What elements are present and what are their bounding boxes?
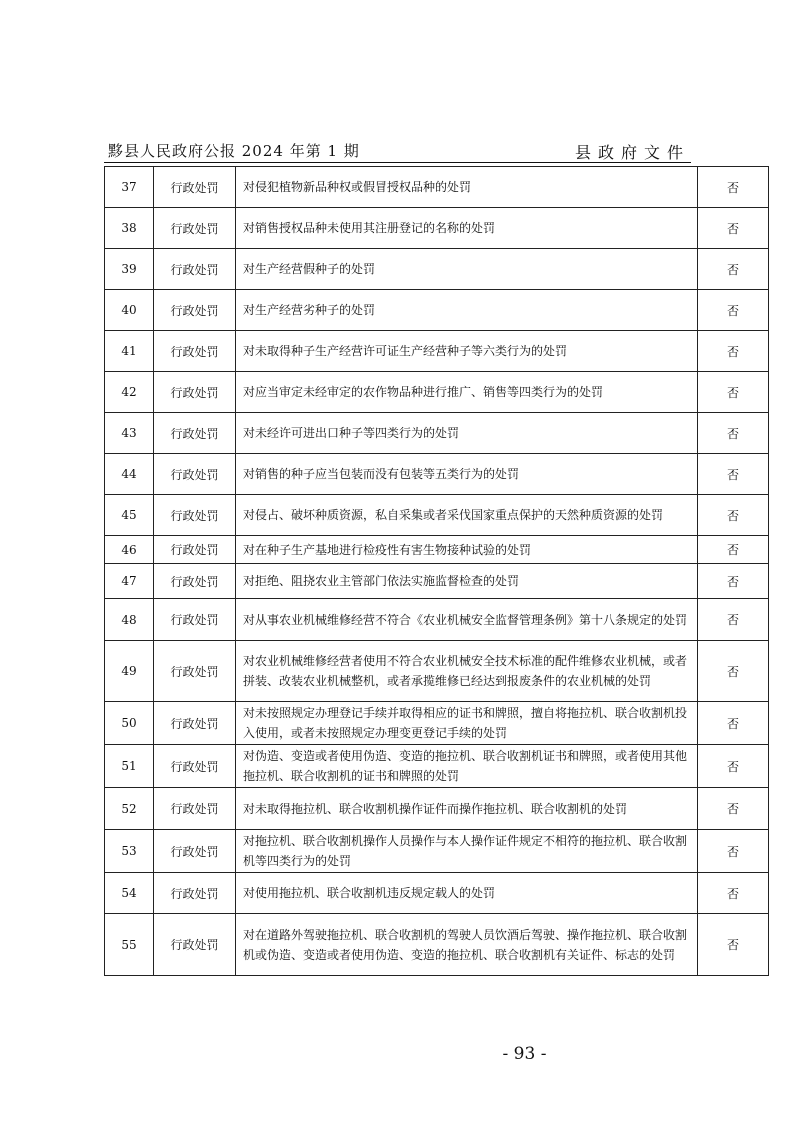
row-number: 42 (105, 372, 154, 413)
item-type: 行政处罚 (154, 208, 236, 249)
item-name: 对应当审定未经审定的农作物品种进行推广、销售等四类行为的处罚 (236, 372, 698, 413)
table-row (105, 413, 769, 454)
row-number: 48 (105, 599, 154, 641)
table-row (105, 536, 769, 564)
row-number: 38 (105, 208, 154, 249)
item-type: 行政处罚 (154, 914, 236, 976)
row-number: 43 (105, 413, 154, 454)
item-flag: 否 (698, 641, 769, 702)
item-type: 行政处罚 (154, 331, 236, 372)
row-number: 46 (105, 536, 154, 564)
row-number: 53 (105, 830, 154, 873)
row-number: 37 (105, 167, 154, 208)
item-flag: 否 (698, 914, 769, 976)
item-flag: 否 (698, 290, 769, 331)
item-type: 行政处罚 (154, 167, 236, 208)
item-name: 对侵犯植物新品种权或假冒授权品种的处罚 (236, 167, 698, 208)
table-row (105, 372, 769, 413)
item-flag: 否 (698, 536, 769, 564)
item-name: 对未取得拖拉机、联合收割机操作证件而操作拖拉机、联合收割机的处罚 (236, 788, 698, 830)
table-row (105, 564, 769, 599)
item-type: 行政处罚 (154, 873, 236, 914)
item-name: 对生产经营假种子的处罚 (236, 249, 698, 290)
item-name: 对在种子生产基地进行检疫性有害生物接种试验的处罚 (236, 536, 698, 564)
table-row (105, 454, 769, 495)
row-number: 51 (105, 745, 154, 788)
table-row (105, 745, 769, 788)
power-list-table (104, 166, 769, 976)
item-name: 对侵占、破坏种质资源，私自采集或者采伐国家重点保护的天然种质资源的处罚 (236, 495, 698, 536)
item-name: 对生产经营劣种子的处罚 (236, 290, 698, 331)
item-flag: 否 (698, 454, 769, 495)
item-flag: 否 (698, 495, 769, 536)
table-row (105, 788, 769, 830)
item-name: 对使用拖拉机、联合收割机违反规定载人的处罚 (236, 873, 698, 914)
item-flag: 否 (698, 167, 769, 208)
item-type: 行政处罚 (154, 290, 236, 331)
item-name: 对销售授权品种未使用其注册登记的名称的处罚 (236, 208, 698, 249)
page-number: - 93 - (502, 1044, 547, 1064)
item-name: 对未取得种子生产经营许可证生产经营种子等六类行为的处罚 (236, 331, 698, 372)
item-name: 对未经许可进出口种子等四类行为的处罚 (236, 413, 698, 454)
item-name: 对拒绝、阻挠农业主管部门依法实施监督检查的处罚 (236, 564, 698, 599)
item-flag: 否 (698, 788, 769, 830)
row-number: 44 (105, 454, 154, 495)
table-row (105, 167, 769, 208)
item-flag: 否 (698, 564, 769, 599)
table-row (105, 599, 769, 641)
item-flag: 否 (698, 331, 769, 372)
item-name: 对从事农业机械维修经营不符合《农业机械安全监督管理条例》第十八条规定的处罚 (236, 599, 698, 641)
item-type: 行政处罚 (154, 413, 236, 454)
item-flag: 否 (698, 745, 769, 788)
table-row (105, 249, 769, 290)
row-number: 40 (105, 290, 154, 331)
item-type: 行政处罚 (154, 372, 236, 413)
item-type: 行政处罚 (154, 495, 236, 536)
item-name: 对伪造、变造或者使用伪造、变造的拖拉机、联合收割机证书和牌照，或者使用其他拖拉机、联合收割机的证书和牌照的处罚 (236, 745, 698, 788)
row-number: 41 (105, 331, 154, 372)
item-type: 行政处罚 (154, 788, 236, 830)
item-name: 对在道路外驾驶拖拉机、联合收割机的驾驶人员饮酒后驾驶、操作拖拉机、联合收割机或伪造、变造或者使用伪造、变造的拖拉机、联合收割机有关证件、标志的处罚 (236, 914, 698, 976)
item-type: 行政处罚 (154, 536, 236, 564)
item-name: 对拖拉机、联合收割机操作人员操作与本人操作证件规定不相符的拖拉机、联合收割机等四类行为的处罚 (236, 830, 698, 873)
item-name: 对未按照规定办理登记手续并取得相应的证书和牌照，擅自将拖拉机、联合收割机投入使用，或者未按照规定办理变更登记手续的处罚 (236, 702, 698, 745)
item-flag: 否 (698, 830, 769, 873)
bulletin-title: 黟县人民政府公报 2024 年第 1 期 (108, 142, 360, 160)
table-row (105, 830, 769, 873)
item-name: 对销售的种子应当包装而没有包装等五类行为的处罚 (236, 454, 698, 495)
row-number: 49 (105, 641, 154, 702)
item-name: 对农业机械维修经营者使用不符合农业机械安全技术标准的配件维修农业机械，或者拼装、改装农业机械整机，或者承揽维修已经达到报废条件的农业机械的处罚 (236, 641, 698, 702)
item-type: 行政处罚 (154, 249, 236, 290)
table-row (105, 495, 769, 536)
item-flag: 否 (698, 208, 769, 249)
header-divider (104, 162, 691, 163)
row-number: 50 (105, 702, 154, 745)
item-type: 行政处罚 (154, 641, 236, 702)
row-number: 45 (105, 495, 154, 536)
row-number: 54 (105, 873, 154, 914)
row-number: 55 (105, 914, 154, 976)
item-type: 行政处罚 (154, 702, 236, 745)
row-number: 52 (105, 788, 154, 830)
item-flag: 否 (698, 873, 769, 914)
row-number: 39 (105, 249, 154, 290)
row-number: 47 (105, 564, 154, 599)
table-row (105, 641, 769, 702)
item-flag: 否 (698, 372, 769, 413)
table-row (105, 873, 769, 914)
item-type: 行政处罚 (154, 830, 236, 873)
item-flag: 否 (698, 702, 769, 745)
item-type: 行政处罚 (154, 454, 236, 495)
item-flag: 否 (698, 249, 769, 290)
table-row (105, 290, 769, 331)
item-flag: 否 (698, 413, 769, 454)
item-flag: 否 (698, 599, 769, 641)
item-type: 行政处罚 (154, 564, 236, 599)
table-row (105, 331, 769, 372)
table-row (105, 208, 769, 249)
table-row (105, 914, 769, 976)
table-row (105, 702, 769, 745)
item-type: 行政处罚 (154, 745, 236, 788)
item-type: 行政处罚 (154, 599, 236, 641)
document-category: 县政府文件 (574, 143, 690, 162)
